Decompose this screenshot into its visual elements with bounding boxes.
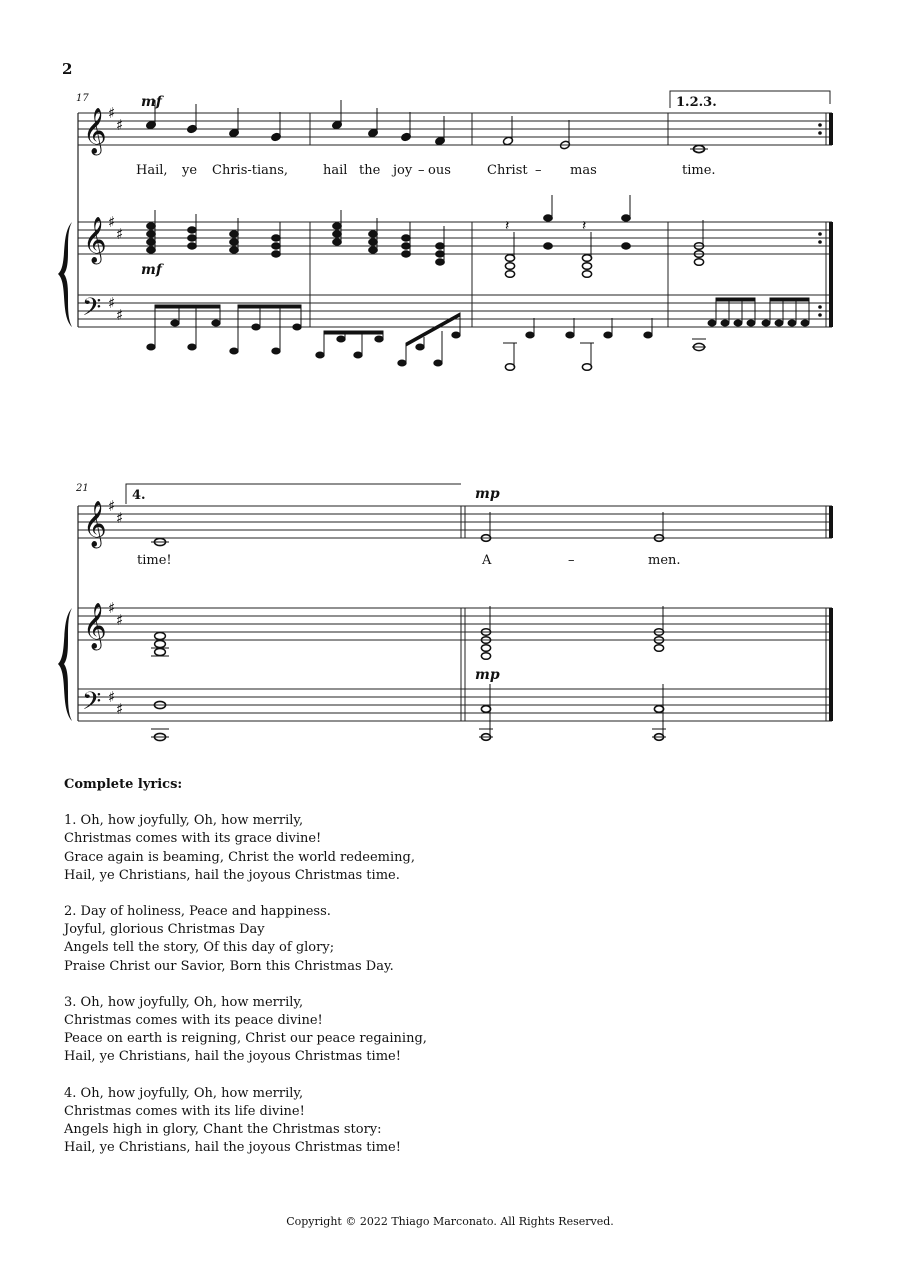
- svg-text:men.: men.: [648, 553, 681, 568]
- verse-3: [64, 994, 624, 1067]
- svg-text:–: –: [568, 553, 575, 568]
- verse-4: [64, 1085, 624, 1158]
- verse-line: Christmas comes with its life divine!: [64, 1103, 305, 1119]
- verse-line: Peace on earth is reigning, Christ our peace regaining,: [64, 1031, 427, 1047]
- bass-clef-icon: 𝄢: [82, 687, 102, 722]
- music-system-2: [0, 470, 900, 760]
- piano-bass-half-notes: [505, 343, 704, 370]
- lyrics-line-1: [136, 163, 716, 178]
- treble-clef-icon: 𝄞: [83, 217, 107, 263]
- verse-2: [64, 903, 624, 976]
- volta-label: 1.2.3.: [676, 95, 717, 110]
- svg-text:–: –: [418, 163, 425, 178]
- copyright-notice: Copyright © 2022 Thiago Marconato. All Rights Reserved.: [286, 1215, 614, 1228]
- vocal-dynamic: mp: [475, 486, 500, 502]
- piano-brace: [58, 608, 72, 721]
- svg-text:♯: ♯: [108, 294, 116, 312]
- svg-text:Christ: Christ: [487, 163, 528, 178]
- bass-clef-icon: 𝄢: [82, 293, 102, 328]
- vocal-dynamic: mf: [141, 94, 162, 110]
- svg-text:♯: ♯: [116, 116, 124, 134]
- svg-text:–: –: [535, 163, 542, 178]
- verse-1: [64, 812, 624, 885]
- svg-text:♯: ♯: [108, 497, 116, 515]
- svg-text:♯: ♯: [116, 509, 124, 527]
- svg-text:𝄽: 𝄽: [582, 218, 587, 234]
- verse-line: Christmas comes with its grace divine!: [64, 831, 322, 847]
- vocal-notes: [154, 535, 663, 546]
- verse-line: 4. Oh, how joyfully, Oh, how merrily,: [64, 1085, 304, 1101]
- verse-line: Hail, ye Christians, hail the joyous Christmas time.: [64, 867, 400, 883]
- verse-line: Angels tell the story, Of this day of glory;: [64, 940, 335, 956]
- piano-half-chords: [505, 243, 703, 278]
- svg-text:ous: ous: [428, 163, 451, 178]
- piano-bass-staff: [78, 689, 832, 721]
- lyrics-line-2: [137, 553, 681, 568]
- svg-text:the: the: [359, 163, 381, 178]
- measure-number: 21: [76, 483, 89, 494]
- svg-text:♯: ♯: [116, 306, 124, 324]
- verse-line: Hail, ye Christians, hail the joyous Christmas time!: [64, 1049, 401, 1065]
- treble-clef-icon: 𝄞: [83, 603, 107, 649]
- svg-text:time!: time!: [137, 553, 172, 568]
- verse-line: Grace again is beaming, Christ the world redeeming,: [64, 849, 415, 865]
- verse-line: Hail, ye Christians, hail the joyous Christmas time!: [64, 1140, 401, 1156]
- verse-line: Angels high in glory, Chant the Christmas story:: [64, 1122, 382, 1138]
- verse-line: 3. Oh, how joyfully, Oh, how merrily,: [64, 994, 304, 1010]
- svg-text:A: A: [482, 553, 492, 568]
- svg-text:time.: time.: [682, 163, 716, 178]
- piano-dynamic: mf: [141, 262, 162, 278]
- svg-text:Hail,: Hail,: [136, 163, 168, 178]
- svg-text:Chris-tians,: Chris-tians,: [212, 163, 289, 178]
- treble-clef-icon: 𝄞: [83, 108, 107, 154]
- complete-lyrics-title: Complete lyrics:: [64, 777, 183, 792]
- verse-line: Praise Christ our Savior, Born this Christmas Day.: [64, 958, 394, 974]
- page-number: 2: [62, 60, 73, 78]
- svg-text:ye: ye: [182, 163, 198, 178]
- svg-text:♯: ♯: [116, 611, 124, 629]
- svg-text:hail: hail: [323, 163, 348, 178]
- verse-line: 1. Oh, how joyfully, Oh, how merrily,: [64, 813, 304, 829]
- treble-clef-icon: 𝄞: [83, 501, 107, 547]
- measure-number: 17: [76, 93, 89, 104]
- svg-text:joy: joy: [393, 163, 413, 178]
- music-system-1: [0, 0, 900, 400]
- piano-dynamic: mp: [475, 667, 500, 683]
- piano-treble-chords: [155, 629, 664, 660]
- vocal-staff: [78, 506, 832, 538]
- svg-text:♯: ♯: [108, 688, 116, 706]
- svg-text:𝄽: 𝄽: [505, 218, 510, 234]
- verse-line: 2. Day of holiness, Peace and happiness.: [64, 904, 331, 920]
- volta-label: 4.: [132, 488, 146, 503]
- svg-text:♯: ♯: [116, 700, 124, 718]
- svg-text:mas: mas: [570, 163, 597, 178]
- svg-text:♯: ♯: [108, 104, 116, 122]
- piano-brace: [58, 222, 72, 327]
- piano-treble-staff: [78, 608, 832, 640]
- verse-line: Joyful, glorious Christmas Day: [64, 922, 265, 938]
- svg-text:♯: ♯: [108, 213, 116, 231]
- piano-bass-notes: [147, 298, 809, 366]
- svg-text:♯: ♯: [116, 225, 124, 243]
- svg-text:♯: ♯: [108, 599, 116, 617]
- complete-lyrics: [64, 776, 624, 1175]
- verse-line: Christmas comes with its peace divine!: [64, 1013, 323, 1029]
